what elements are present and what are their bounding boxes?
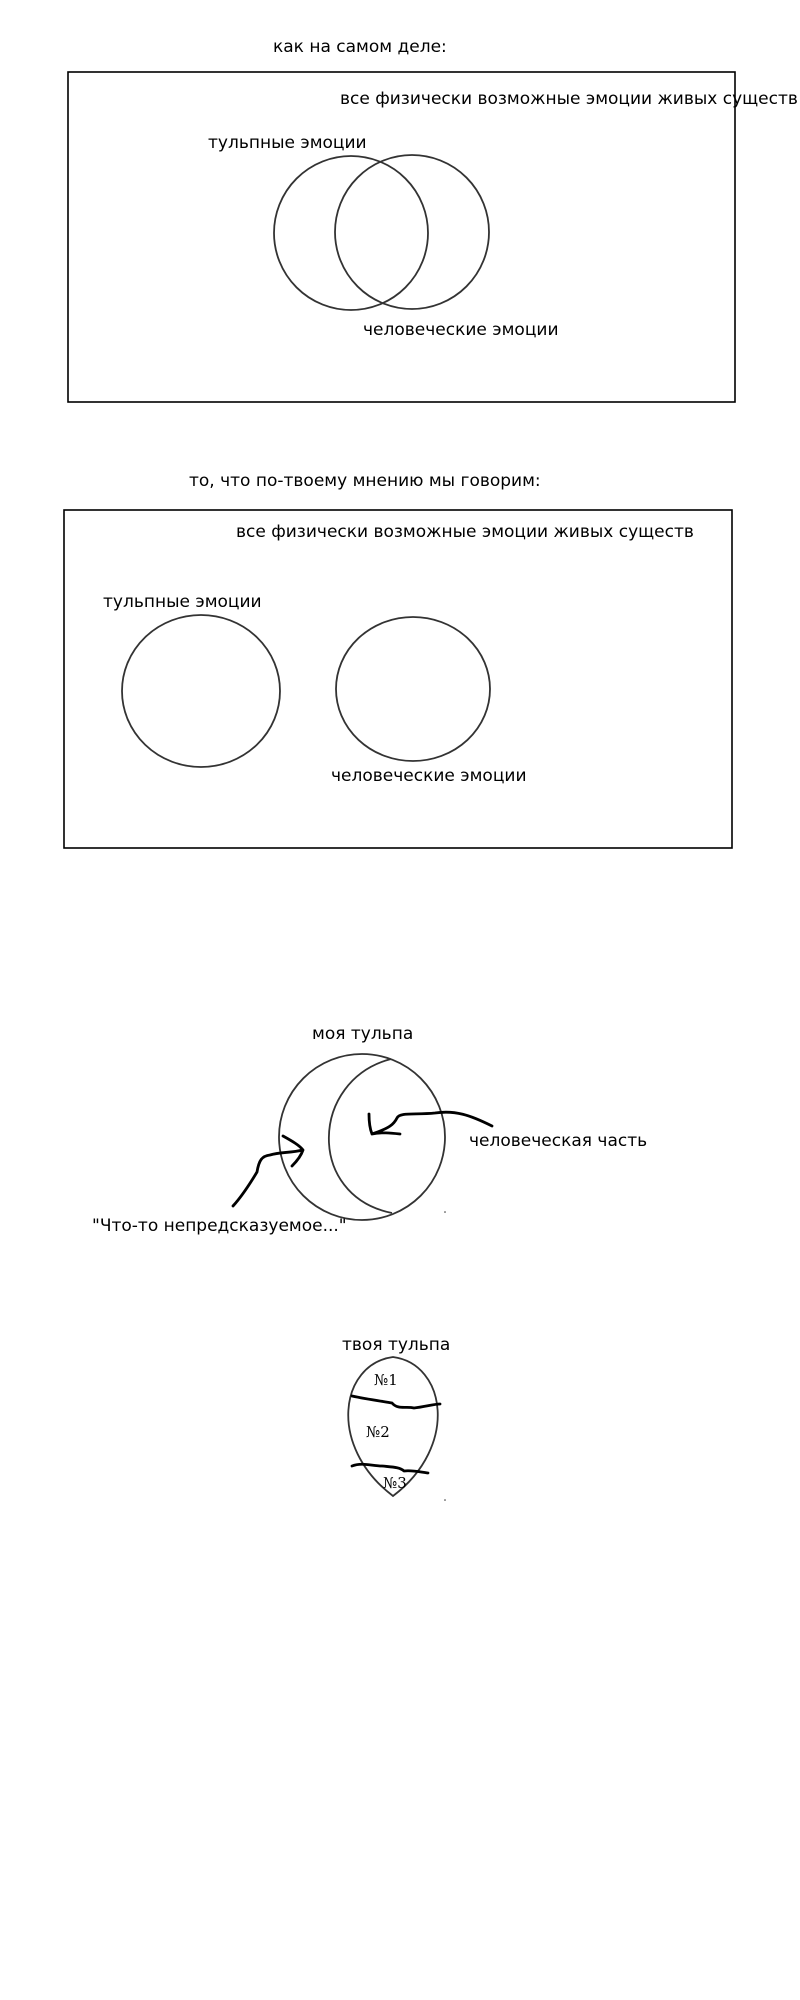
stray-dot-2: [444, 1499, 446, 1501]
all-emotions-box-2: [64, 510, 732, 848]
section-my-tulpa: [92, 1024, 647, 1236]
section-reality-heading: как на самом деле:: [273, 37, 447, 57]
section-reality: [68, 37, 798, 402]
tulpa-emotions-label: тульпные эмоции: [208, 133, 367, 153]
all-emotions-label: все физически возможные эмоции живых существ: [340, 89, 798, 109]
all-emotions-label-2: все физически возможные эмоции живых существ: [236, 522, 694, 542]
part-number-3: №3: [383, 1474, 407, 1492]
stray-dot: [444, 1211, 446, 1213]
human-emotions-label-2: человеческие эмоции: [331, 766, 527, 786]
human-emotions-circle: [335, 155, 489, 309]
your-tulpa-title: твоя тульпа: [342, 1335, 451, 1355]
tulpa-emotions-label-2: тульпные эмоции: [103, 592, 262, 612]
section-your-tulpa: [342, 1335, 450, 1501]
human-part-boundary: [329, 1059, 392, 1213]
divider-2: [352, 1464, 428, 1473]
section-perceived: [64, 471, 732, 848]
unpredictable-label: "Что-то непредсказуемое...": [92, 1216, 347, 1236]
tulpa-emotions-circle-2: [122, 615, 280, 767]
all-emotions-box: [68, 72, 735, 402]
part-number-2: №2: [366, 1423, 390, 1441]
divider-1: [352, 1396, 440, 1408]
my-tulpa-title: моя тульпа: [312, 1024, 414, 1044]
human-part-label: человеческая часть: [469, 1131, 648, 1151]
unpredictable-arrow: [233, 1136, 303, 1206]
human-emotions-circle-2: [336, 617, 490, 761]
human-emotions-label: человеческие эмоции: [363, 320, 559, 340]
part-number-1: №1: [374, 1371, 398, 1389]
section-perceived-heading: то, что по-твоему мнению мы говорим:: [189, 471, 541, 491]
my-tulpa-circle: [279, 1054, 445, 1220]
tulpa-emotions-circle: [274, 156, 428, 310]
